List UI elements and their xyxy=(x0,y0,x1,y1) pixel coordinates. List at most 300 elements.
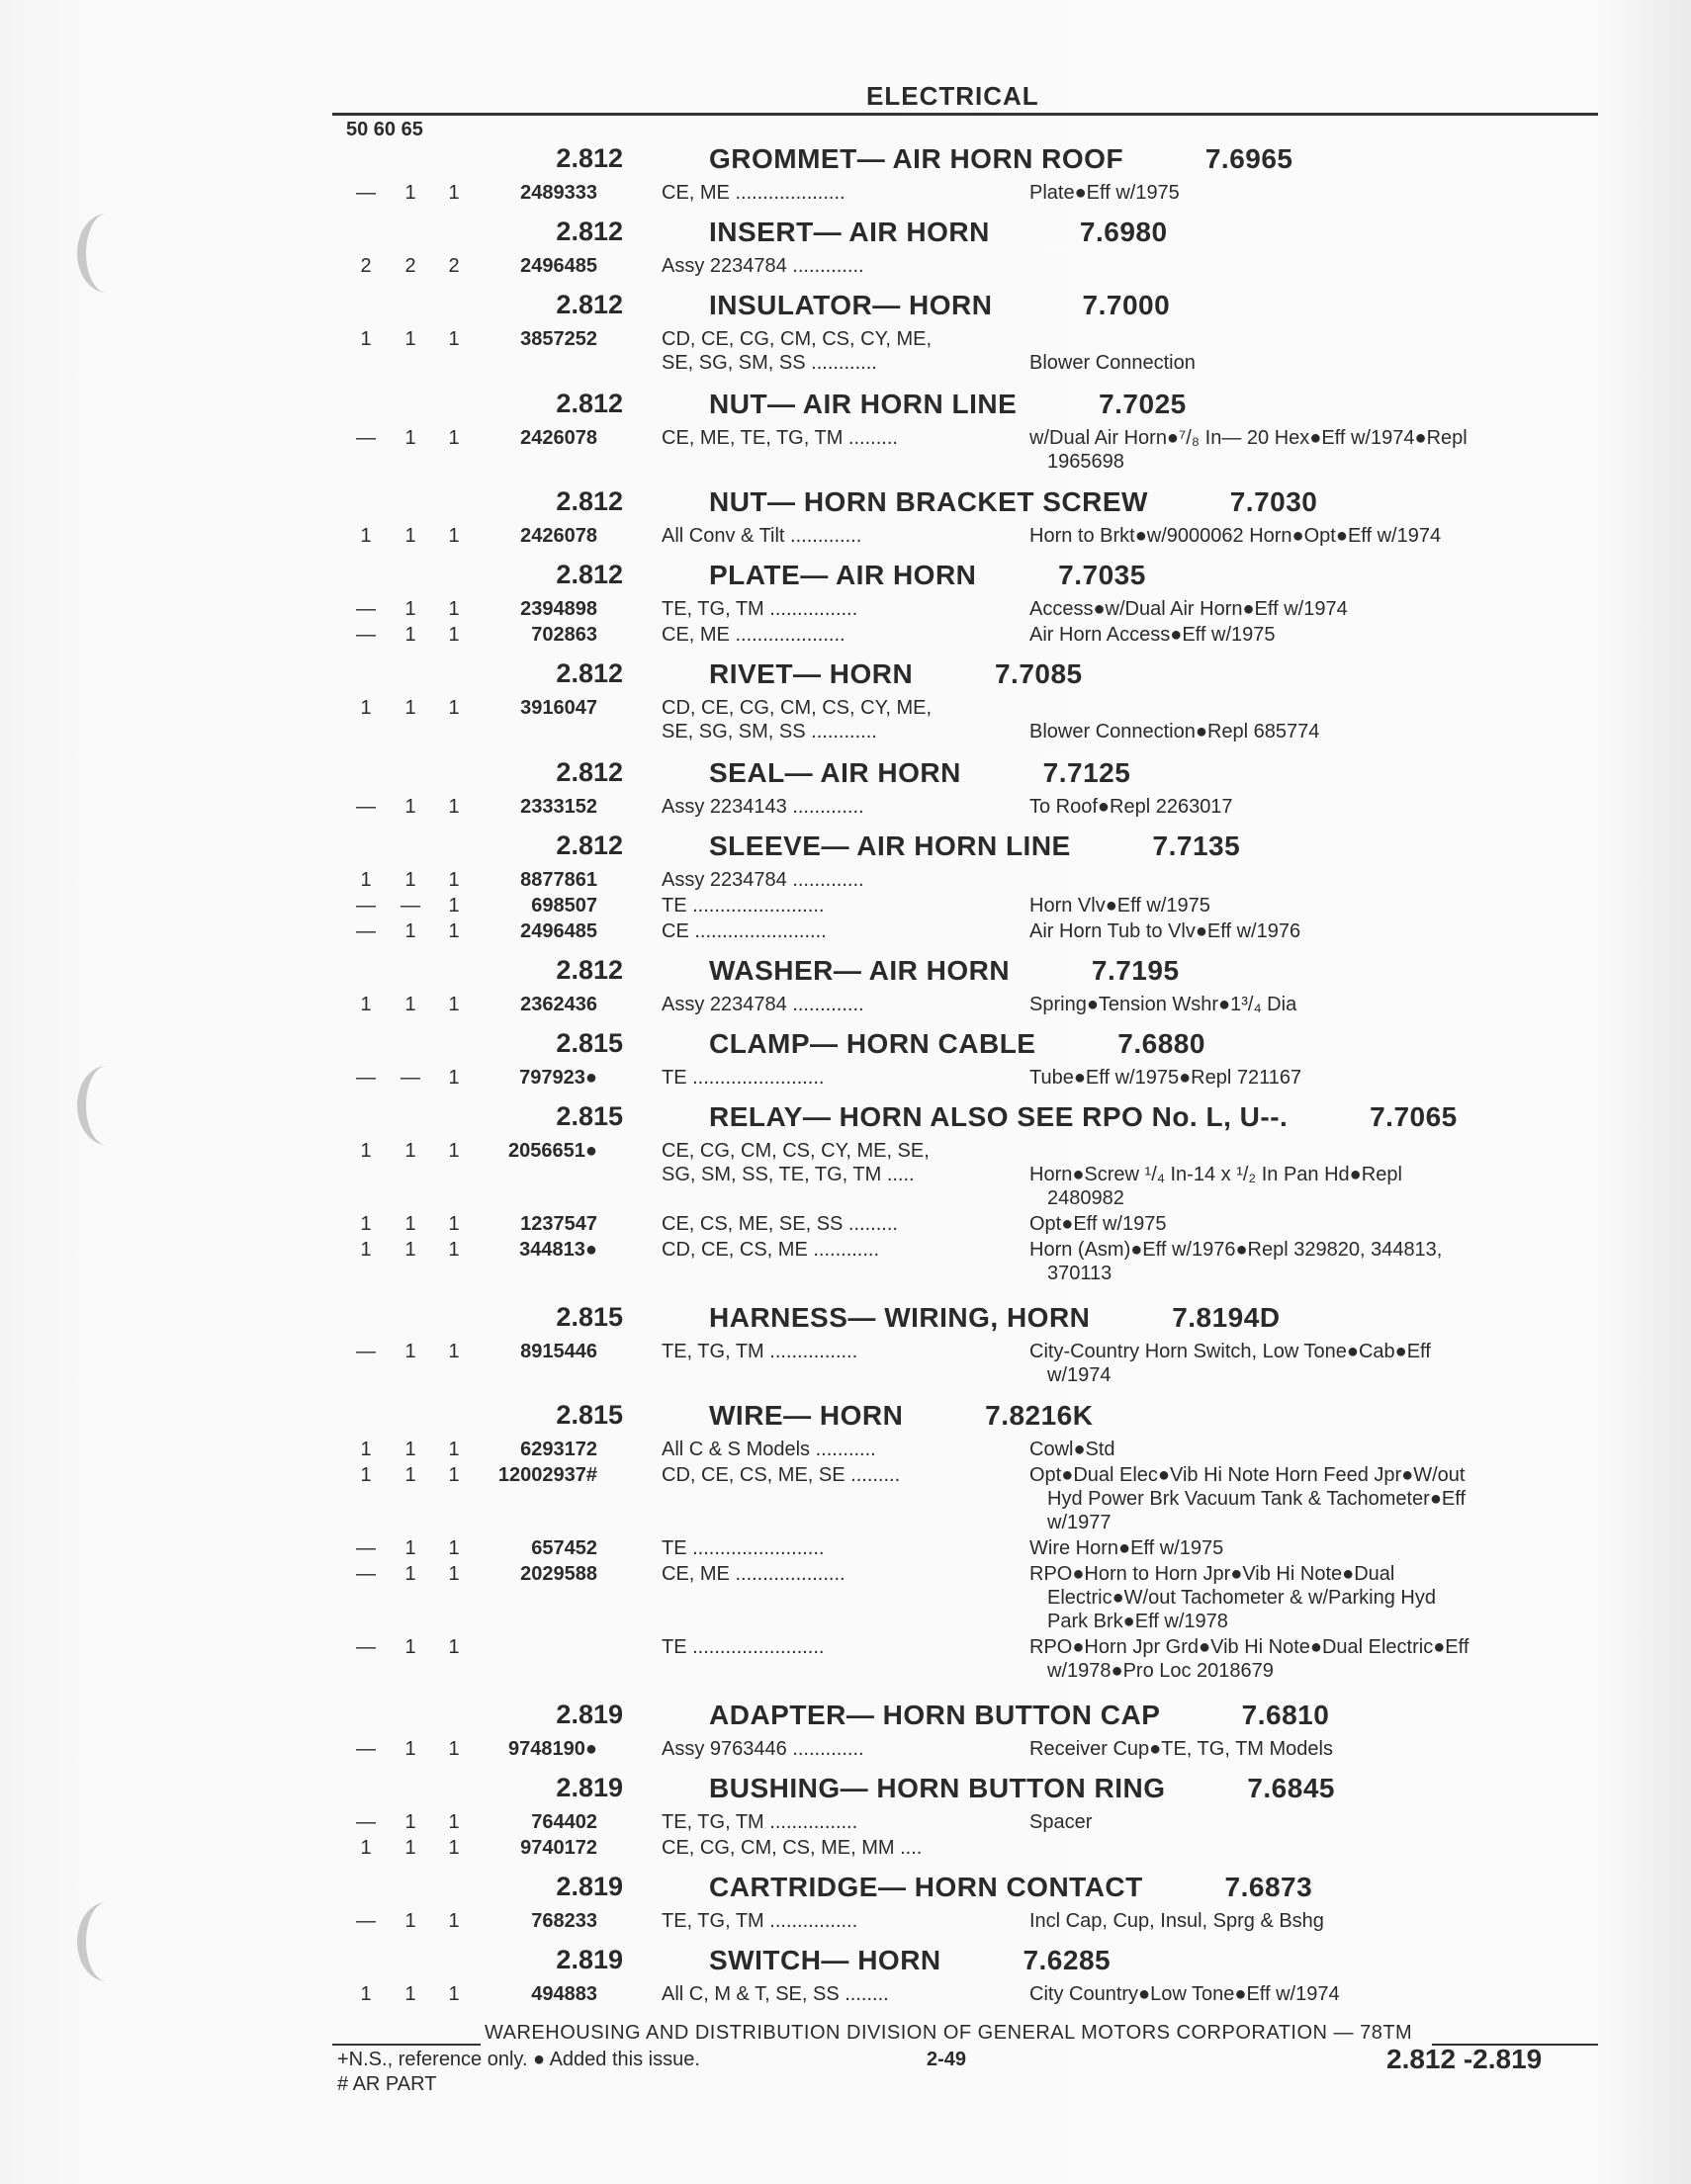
application-cell xyxy=(662,1737,1013,1761)
application-line: SE, SG, SM, SS ............ xyxy=(662,721,877,743)
quantity-cell: 1 xyxy=(404,1811,416,1833)
quantity-cell: 1 xyxy=(404,1464,416,1486)
quantity-cell: 1 xyxy=(404,182,416,204)
application-line: All C, M & T, SE, SS ........ xyxy=(662,1983,889,2005)
quantity-cell: 1 xyxy=(448,1636,460,1658)
part-title: CARTRIDGE— HORN CONTACT 7.6873 xyxy=(709,1872,1313,1902)
application-line: CE, ME .................... xyxy=(662,182,846,204)
quantity-cell: — xyxy=(400,1067,420,1089)
part-number: 2426078 xyxy=(520,427,597,449)
part-entry-header xyxy=(0,217,1691,250)
description-cell xyxy=(1029,426,1603,474)
description-line: Opt●Eff w/1975 xyxy=(1029,1213,1167,1235)
quantity-cell: 1 xyxy=(360,869,372,891)
description-cell xyxy=(1029,1982,1603,2006)
group-code: 2.815 xyxy=(556,1400,623,1430)
description-line xyxy=(1029,254,1603,278)
part-entry-header xyxy=(0,486,1691,520)
application-line: Assy 2234784 ............. xyxy=(662,994,864,1015)
application-cell xyxy=(662,426,1013,450)
quantity-cell: 2 xyxy=(404,255,416,277)
description-cell xyxy=(1029,623,1603,647)
quantity-cell: 1 xyxy=(360,1213,372,1235)
application-cell xyxy=(662,1238,1013,1262)
quantity-cell: — xyxy=(356,796,376,818)
footer-legend: +N.S., reference only. ● Added this issue. xyxy=(337,2049,700,2070)
quantity-cell: 1 xyxy=(448,1537,460,1559)
application-line: Assy 2234784 ............. xyxy=(662,255,864,277)
description-cell xyxy=(1029,1562,1603,1633)
part-number: 2362436 xyxy=(520,994,597,1015)
quantity-cell: 1 xyxy=(404,1636,416,1658)
application-line: CE, ME .................... xyxy=(662,624,846,646)
part-number: 12002937# xyxy=(497,1464,597,1486)
quantity-cell: 1 xyxy=(404,697,416,719)
quantity-cell: 1 xyxy=(404,1341,416,1362)
description-cell xyxy=(1029,1139,1603,1210)
part-entry-header xyxy=(0,389,1691,422)
application-cell xyxy=(662,1139,1013,1186)
application-line: SE, SG, SM, SS ............ xyxy=(662,352,877,374)
quantity-cell: 1 xyxy=(404,1910,416,1932)
description-line: Blower Connection xyxy=(1029,352,1196,374)
group-code: 2.812 xyxy=(556,486,623,516)
quantity-cell: 1 xyxy=(404,1837,416,1859)
quantity-cell: — xyxy=(356,1636,376,1658)
quantity-cell: 1 xyxy=(448,1837,460,1859)
description-cell xyxy=(1029,327,1603,375)
footer-publisher: WAREHOUSING AND DISTRIBUTION DIVISION OF GENERAL MOTORS CORPORATION — 78TM xyxy=(485,2022,1413,2044)
quantity-cell: 1 xyxy=(448,920,460,942)
description-line: w/1977 xyxy=(1047,1512,1112,1533)
description-line xyxy=(1029,1836,1603,1860)
quantity-cell: 1 xyxy=(448,1067,460,1089)
quantity-cell: — xyxy=(356,182,376,204)
description-cell xyxy=(1029,1909,1603,1933)
quantity-cell: 1 xyxy=(404,994,416,1015)
description-line: Tube●Eff w/1975●Repl 721167 xyxy=(1029,1067,1302,1089)
part-number: 764402 xyxy=(531,1811,597,1833)
part-entry-header xyxy=(0,290,1691,323)
application-line: Assy 9763446 ............. xyxy=(662,1738,864,1760)
description-cell xyxy=(1029,1635,1603,1683)
group-code: 2.819 xyxy=(556,1773,623,1802)
description-cell xyxy=(1029,1238,1603,1285)
part-number: 768233 xyxy=(531,1910,597,1932)
application-cell xyxy=(662,254,1013,278)
part-number: 698507 xyxy=(531,895,597,917)
quantity-cell: 1 xyxy=(448,328,460,350)
quantity-cell: 1 xyxy=(448,1910,460,1932)
description-line: Opt●Dual Elec●Vib Hi Note Horn Feed Jpr●W/out xyxy=(1029,1464,1466,1486)
quantity-cell: 1 xyxy=(448,1563,460,1585)
quantity-cell: 1 xyxy=(448,427,460,449)
part-number: 2496485 xyxy=(520,920,597,942)
description-cell xyxy=(1029,254,1603,278)
description-line: Cowl●Std xyxy=(1029,1439,1115,1460)
part-entry-header xyxy=(0,955,1691,989)
section-title: ELECTRICAL xyxy=(866,81,1039,111)
quantity-cell: 1 xyxy=(448,1341,460,1362)
group-code: 2.815 xyxy=(556,1101,623,1131)
part-title: NUT— AIR HORN LINE 7.7025 xyxy=(709,389,1187,419)
part-number: 2029588 xyxy=(520,1563,597,1585)
part-title: WIRE— HORN 7.8216K xyxy=(709,1400,1094,1431)
group-code: 2.812 xyxy=(556,757,623,787)
part-entry-header xyxy=(0,1773,1691,1806)
application-cell xyxy=(662,1212,1013,1236)
quantity-cell: 1 xyxy=(448,598,460,620)
quantity-cell: 1 xyxy=(404,1563,416,1585)
application-line: CE, CG, CM, CS, CY, ME, SE, xyxy=(662,1140,930,1162)
part-number: 9740172 xyxy=(520,1837,597,1859)
part-entry-header xyxy=(0,1872,1691,1905)
quantity-cell: 1 xyxy=(448,525,460,547)
part-title: RELAY— HORN ALSO SEE RPO No. L, U--. 7.7065 xyxy=(709,1101,1458,1132)
quantity-cell: 1 xyxy=(448,624,460,646)
application-line: TE, TG, TM ................ xyxy=(662,598,858,620)
footer-rule-left xyxy=(332,2044,481,2046)
part-entry-header xyxy=(0,1302,1691,1336)
quantity-cell: 1 xyxy=(404,1738,416,1760)
quantity-cell: — xyxy=(356,1910,376,1932)
part-number: 8915446 xyxy=(520,1341,597,1362)
quantity-cell: — xyxy=(356,1067,376,1089)
quantity-cell: 1 xyxy=(404,598,416,620)
application-cell xyxy=(662,181,1013,205)
page-number: 2-49 xyxy=(927,2049,967,2070)
quantity-cell: 1 xyxy=(404,525,416,547)
application-cell xyxy=(662,1810,1013,1834)
description-line: Park Brk●Eff w/1978 xyxy=(1047,1611,1228,1632)
description-line xyxy=(1029,1139,1603,1163)
part-entry-header xyxy=(0,658,1691,692)
part-number: 657452 xyxy=(531,1537,597,1559)
application-line: TE ........................ xyxy=(662,1537,825,1559)
part-number: 2394898 xyxy=(520,598,597,620)
part-entry-header xyxy=(0,757,1691,791)
part-number: 702863 xyxy=(531,624,597,646)
description-cell xyxy=(1029,1212,1603,1236)
description-line: Horn Vlv●Eff w/1975 xyxy=(1029,895,1210,917)
description-line: 2480982 xyxy=(1047,1187,1124,1209)
quantity-cell: 1 xyxy=(360,328,372,350)
part-number: 344813● xyxy=(519,1239,597,1261)
quantity-cell: 1 xyxy=(448,182,460,204)
application-cell xyxy=(662,1562,1013,1586)
application-line: CD, CE, CS, ME ............ xyxy=(662,1239,880,1261)
quantity-cell: 1 xyxy=(404,427,416,449)
part-title: SEAL— AIR HORN 7.7125 xyxy=(709,757,1131,788)
description-line: Air Horn Access●Eff w/1975 xyxy=(1029,624,1276,646)
application-line: TE, TG, TM ................ xyxy=(662,1910,858,1932)
description-cell xyxy=(1029,181,1603,205)
application-cell xyxy=(662,993,1013,1016)
quantity-cell: 1 xyxy=(360,1439,372,1460)
quantity-cell: — xyxy=(400,895,420,917)
footer-ar-note: # AR PART xyxy=(337,2073,437,2095)
description-cell xyxy=(1029,1737,1603,1761)
application-line: TE, TG, TM ................ xyxy=(662,1341,858,1362)
description-line: City-Country Horn Switch, Low Tone●Cab●Eff xyxy=(1029,1341,1431,1362)
application-cell xyxy=(662,1836,1013,1860)
application-cell xyxy=(662,696,1013,743)
quantity-cell: 1 xyxy=(404,328,416,350)
description-line: Electric●W/out Tachometer & w/Parking Hyd xyxy=(1047,1587,1436,1609)
description-cell xyxy=(1029,1463,1603,1534)
application-cell xyxy=(662,894,1013,917)
quantity-cell: 1 xyxy=(448,1983,460,2005)
part-entry-header xyxy=(0,560,1691,593)
application-cell xyxy=(662,1066,1013,1090)
description-line: w/1978●Pro Loc 2018679 xyxy=(1047,1660,1274,1682)
application-line: CD, CE, CG, CM, CS, CY, ME, xyxy=(662,328,932,350)
application-line: All C & S Models ........... xyxy=(662,1439,876,1460)
application-cell xyxy=(662,795,1013,819)
description-cell xyxy=(1029,993,1603,1016)
quantity-cell: 1 xyxy=(360,1983,372,2005)
group-code: 2.812 xyxy=(556,658,623,688)
group-code: 2.815 xyxy=(556,1028,623,1058)
group-code: 2.812 xyxy=(556,217,623,246)
description-cell xyxy=(1029,597,1603,621)
quantity-cell: 1 xyxy=(404,1239,416,1261)
quantity-cell: 1 xyxy=(404,920,416,942)
quantity-cell: 1 xyxy=(448,1140,460,1162)
group-code: 2.812 xyxy=(556,830,623,860)
page-range: 2.812 -2.819 xyxy=(1386,2044,1543,2074)
description-line xyxy=(1029,327,1603,351)
part-number: 2496485 xyxy=(520,255,597,277)
application-cell xyxy=(662,327,1013,375)
part-entry-header xyxy=(0,830,1691,864)
description-line xyxy=(1029,868,1603,892)
description-line: w/1974 xyxy=(1047,1364,1112,1386)
description-line: Spring●Tension Wshr●1³/₄ Dia xyxy=(1029,994,1297,1015)
quantity-cell: — xyxy=(356,920,376,942)
quantity-cell: 1 xyxy=(448,1239,460,1261)
part-title: NUT— HORN BRACKET SCREW 7.7030 xyxy=(709,486,1318,517)
part-title: INSULATOR— HORN 7.7000 xyxy=(709,290,1171,320)
quantity-cell: — xyxy=(356,895,376,917)
group-code: 2.812 xyxy=(556,389,623,418)
application-line: TE ........................ xyxy=(662,895,825,917)
quantity-cell: 1 xyxy=(448,1213,460,1235)
part-title: SWITCH— HORN 7.6285 xyxy=(709,1945,1112,1975)
description-line: 370113 xyxy=(1047,1263,1112,1284)
application-line: Assy 2234784 ............. xyxy=(662,869,864,891)
quantity-cell: 1 xyxy=(448,1811,460,1833)
description-cell xyxy=(1029,868,1603,892)
quantity-cell: — xyxy=(356,1341,376,1362)
quantity-cell: — xyxy=(356,1563,376,1585)
description-line: Horn●Screw ¹/₄ In-14 x ¹/₂ In Pan Hd●Repl xyxy=(1029,1164,1402,1185)
quantity-cell: 1 xyxy=(404,796,416,818)
quantity-cell: — xyxy=(356,1738,376,1760)
application-cell xyxy=(662,623,1013,647)
description-cell xyxy=(1029,919,1603,943)
description-cell xyxy=(1029,696,1603,743)
part-title: HARNESS— WIRING, HORN 7.8194D xyxy=(709,1302,1281,1333)
application-cell xyxy=(662,1909,1013,1933)
group-code: 2.815 xyxy=(556,1302,623,1332)
description-line: RPO●Horn to Horn Jpr●Vib Hi Note●Dual xyxy=(1029,1563,1395,1585)
description-cell xyxy=(1029,1066,1603,1090)
part-title: GROMMET— AIR HORN ROOF 7.6965 xyxy=(709,143,1293,174)
application-cell xyxy=(662,597,1013,621)
quantity-cell: 1 xyxy=(360,697,372,719)
quantity-cell: 1 xyxy=(404,1140,416,1162)
part-title: RIVET— HORN 7.7085 xyxy=(709,658,1083,689)
description-line: Air Horn Tub to Vlv●Eff w/1976 xyxy=(1029,920,1301,942)
quantity-cell: 1 xyxy=(448,1464,460,1486)
quantity-cell: 1 xyxy=(448,869,460,891)
quantity-cell: 1 xyxy=(360,1140,372,1162)
description-cell xyxy=(1029,524,1603,548)
description-cell xyxy=(1029,894,1603,917)
group-code: 2.812 xyxy=(556,955,623,985)
part-title: SLEEVE— AIR HORN LINE 7.7135 xyxy=(709,830,1241,861)
quantity-cell: 1 xyxy=(360,994,372,1015)
application-line: CD, CE, CG, CM, CS, CY, ME, xyxy=(662,697,932,719)
quantity-cell: 1 xyxy=(360,525,372,547)
part-entry-header xyxy=(0,1945,1691,1978)
quantity-cell: 1 xyxy=(360,1464,372,1486)
part-entry-header xyxy=(0,1101,1691,1135)
description-line: To Roof●Repl 2263017 xyxy=(1029,796,1233,818)
part-entry-header xyxy=(0,1700,1691,1733)
description-line: Plate●Eff w/1975 xyxy=(1029,182,1180,204)
description-line xyxy=(1029,696,1603,720)
quantity-cell: 1 xyxy=(448,697,460,719)
part-number: 2333152 xyxy=(520,796,597,818)
part-number: 494883 xyxy=(531,1983,597,2005)
description-line: Horn (Asm)●Eff w/1976●Repl 329820, 344813, xyxy=(1029,1239,1443,1261)
part-entry-header xyxy=(0,1400,1691,1434)
part-title: BUSHING— HORN BUTTON RING 7.6845 xyxy=(709,1773,1335,1803)
description-line: Receiver Cup●TE, TG, TM Models xyxy=(1029,1738,1333,1760)
application-cell xyxy=(662,1635,1013,1659)
application-cell xyxy=(662,1982,1013,2006)
application-cell xyxy=(662,919,1013,943)
part-number: 3857252 xyxy=(520,328,597,350)
quantity-cell: 1 xyxy=(448,895,460,917)
description-line: Access●w/Dual Air Horn●Eff w/1974 xyxy=(1029,598,1348,620)
application-line: TE ........................ xyxy=(662,1067,825,1089)
part-number: 2056651● xyxy=(508,1140,597,1162)
part-title: CLAMP— HORN CABLE 7.6880 xyxy=(709,1028,1205,1059)
part-number: 6293172 xyxy=(520,1439,597,1460)
description-line: Horn to Brkt●w/9000062 Horn●Opt●Eff w/1974 xyxy=(1029,525,1442,547)
part-number: 3916047 xyxy=(520,697,597,719)
quantity-cell: — xyxy=(356,624,376,646)
application-line: Assy 2234143 ............. xyxy=(662,796,864,818)
application-line: TE, TG, TM ................ xyxy=(662,1811,858,1833)
part-number: 2426078 xyxy=(520,525,597,547)
quantity-cell: 2 xyxy=(448,255,460,277)
description-line: w/Dual Air Horn●⁷/₈ In— 20 Hex●Eff w/1974●Repl xyxy=(1029,427,1468,449)
application-cell xyxy=(662,524,1013,548)
quantity-cell: 1 xyxy=(448,994,460,1015)
application-cell xyxy=(662,1340,1013,1363)
description-line: Spacer xyxy=(1029,1811,1093,1833)
part-number: 9748190● xyxy=(508,1738,597,1760)
application-line: SG, SM, SS, TE, TG, TM ..... xyxy=(662,1164,915,1185)
quantity-cell: 1 xyxy=(404,1439,416,1460)
application-line: CE ........................ xyxy=(662,920,827,942)
description-line: Hyd Power Brk Vacuum Tank & Tachometer●Eff xyxy=(1047,1488,1467,1510)
application-line: CD, CE, CS, ME, SE ......... xyxy=(662,1464,901,1486)
description-cell xyxy=(1029,795,1603,819)
part-entry-header xyxy=(0,143,1691,177)
quantity-cell: — xyxy=(356,598,376,620)
description-cell xyxy=(1029,1836,1603,1860)
group-code: 2.819 xyxy=(556,1700,623,1729)
description-line: Incl Cap, Cup, Insul, Sprg & Bshg xyxy=(1029,1910,1324,1932)
quantity-cell: 1 xyxy=(360,1239,372,1261)
quantity-cell: 1 xyxy=(404,624,416,646)
header-rule xyxy=(332,113,1598,116)
description-cell xyxy=(1029,1536,1603,1560)
quantity-cell: — xyxy=(356,1811,376,1833)
description-line: Blower Connection●Repl 685774 xyxy=(1029,721,1320,743)
application-cell xyxy=(662,1463,1013,1487)
year-column-headers: 50 60 65 xyxy=(346,119,423,140)
quantity-cell: 1 xyxy=(360,1837,372,1859)
part-number: 797923● xyxy=(519,1067,597,1089)
part-title: PLATE— AIR HORN 7.7035 xyxy=(709,560,1146,590)
application-cell xyxy=(662,868,1013,892)
description-line: 1965698 xyxy=(1047,451,1124,473)
group-code: 2.812 xyxy=(556,560,623,589)
application-line: CE, ME, TE, TG, TM ......... xyxy=(662,427,898,449)
application-line: CE, CS, ME, SE, SS ......... xyxy=(662,1213,898,1235)
description-line: City Country●Low Tone●Eff w/1974 xyxy=(1029,1983,1340,2005)
quantity-cell: — xyxy=(356,1537,376,1559)
quantity-cell: 1 xyxy=(404,1537,416,1559)
part-title: INSERT— AIR HORN 7.6980 xyxy=(709,217,1168,247)
quantity-cell: 1 xyxy=(448,1738,460,1760)
description-line: Wire Horn●Eff w/1975 xyxy=(1029,1537,1224,1559)
group-code: 2.819 xyxy=(556,1872,623,1901)
description-cell xyxy=(1029,1438,1603,1461)
part-number: 2489333 xyxy=(520,182,597,204)
application-line: TE ........................ xyxy=(662,1636,825,1658)
part-entry-header xyxy=(0,1028,1691,1062)
application-line: CE, CG, CM, CS, ME, MM .... xyxy=(662,1837,923,1859)
quantity-cell: 1 xyxy=(448,796,460,818)
quantity-cell: — xyxy=(356,427,376,449)
part-title: ADAPTER— HORN BUTTON CAP 7.6810 xyxy=(709,1700,1330,1730)
application-line: CE, ME .................... xyxy=(662,1563,846,1585)
application-line: All Conv & Tilt ............. xyxy=(662,525,862,547)
application-cell xyxy=(662,1536,1013,1560)
part-number: 8877861 xyxy=(520,869,597,891)
description-cell xyxy=(1029,1340,1603,1387)
description-line: RPO●Horn Jpr Grd●Vib Hi Note●Dual Electric●Eff xyxy=(1029,1636,1469,1658)
quantity-cell: 1 xyxy=(404,1213,416,1235)
quantity-cell: 2 xyxy=(360,255,372,277)
quantity-cell: 1 xyxy=(448,1439,460,1460)
group-code: 2.819 xyxy=(556,1945,623,1974)
description-cell xyxy=(1029,1810,1603,1834)
group-code: 2.812 xyxy=(556,290,623,319)
quantity-cell: 1 xyxy=(404,1983,416,2005)
part-number: 1237547 xyxy=(520,1213,597,1235)
group-code: 2.812 xyxy=(556,143,623,173)
part-title: WASHER— AIR HORN 7.7195 xyxy=(709,955,1180,986)
quantity-cell: 1 xyxy=(404,869,416,891)
